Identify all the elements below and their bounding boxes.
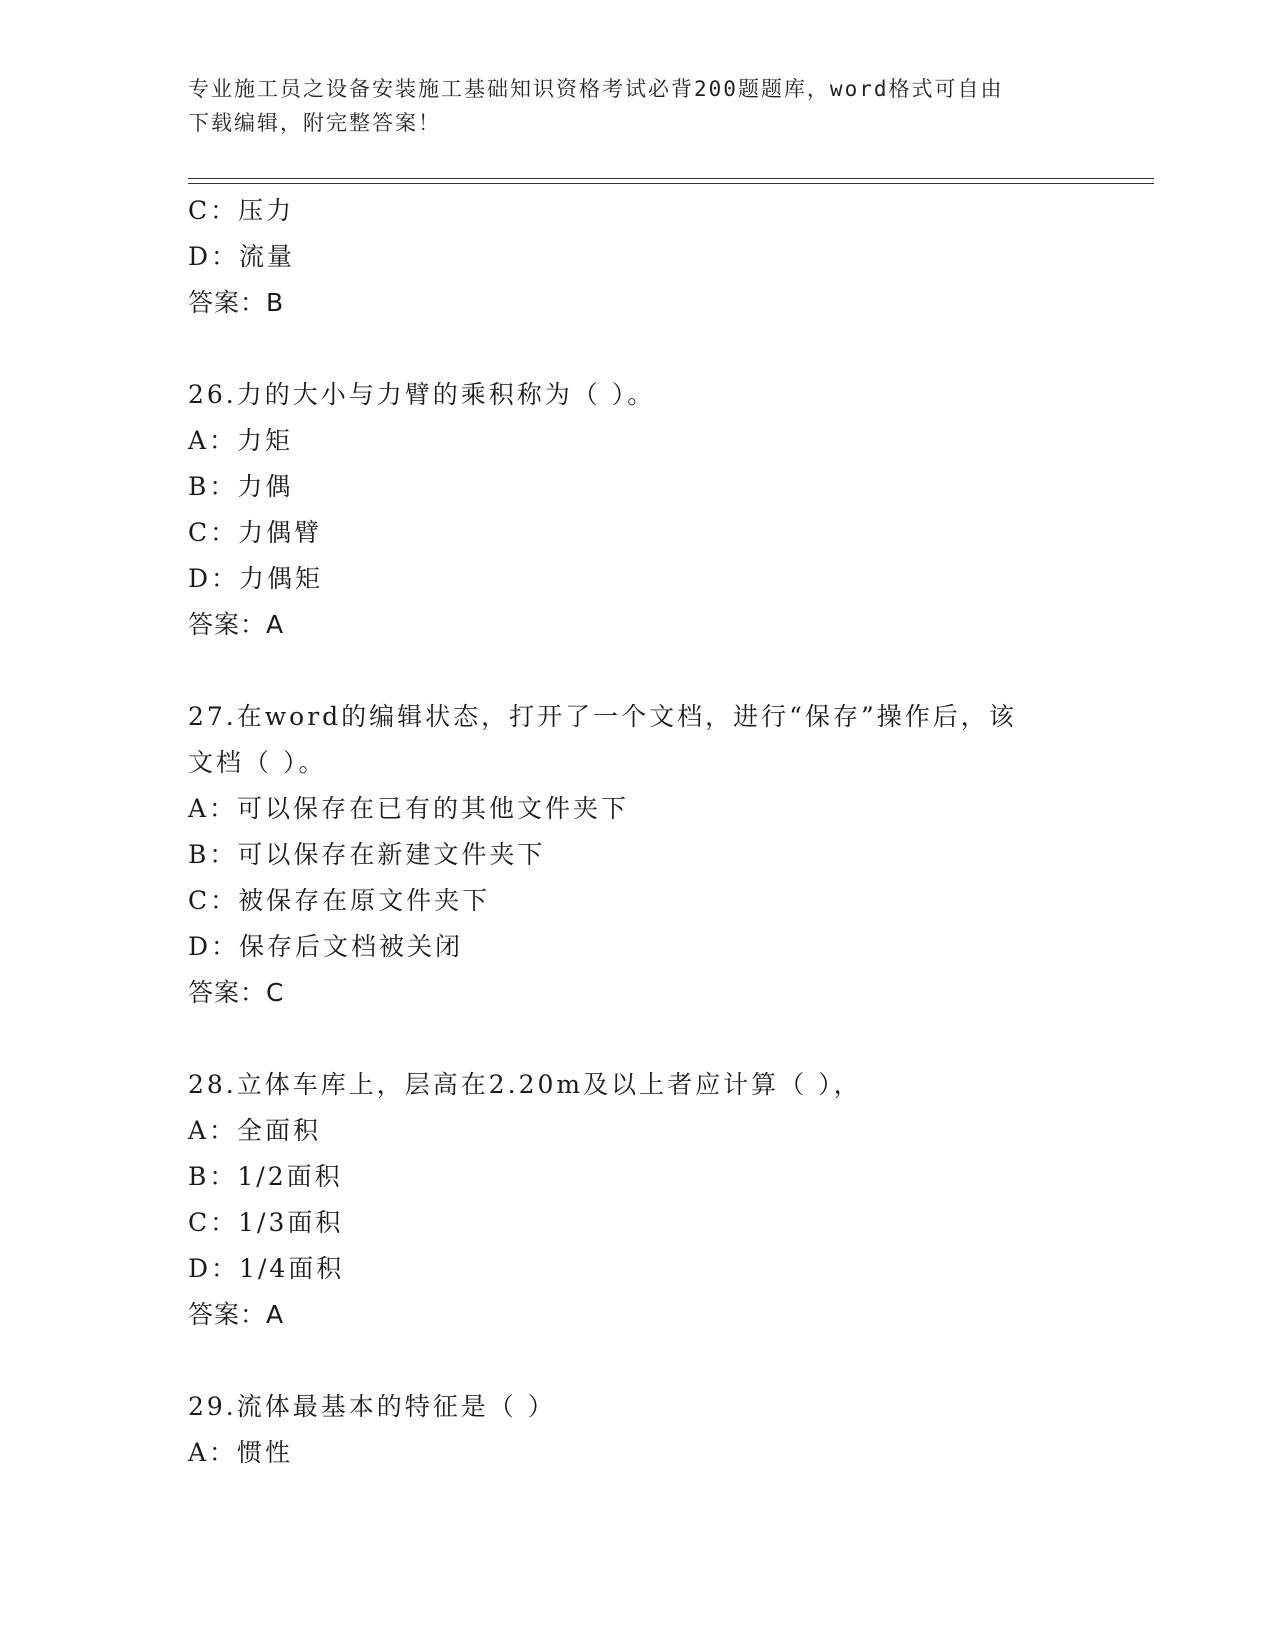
option-d: D：保存后文档被关闭 xyxy=(188,932,464,961)
spacer xyxy=(188,1338,1108,1384)
option-d: D：力偶矩 xyxy=(188,564,324,593)
option-c: C：力偶臂 xyxy=(188,518,323,547)
option-c: C：被保存在原文件夹下 xyxy=(188,886,491,915)
header-line-2: 下载编辑，附完整答案！ xyxy=(188,111,441,135)
option-b: B：力偶 xyxy=(188,472,294,501)
spacer xyxy=(188,326,1108,372)
spacer xyxy=(188,648,1108,694)
question-29 xyxy=(188,1384,1108,1476)
question-27 xyxy=(188,694,1108,1016)
header-line-1: 专业施工员之设备安装施工基础知识资格考试必背200题题库，word格式可自由 xyxy=(188,77,1004,101)
answer-line: 答案：C xyxy=(188,978,285,1007)
option-c: C：1/3面积 xyxy=(188,1208,344,1237)
question-28 xyxy=(188,1062,1108,1338)
answer-line: 答案：A xyxy=(188,1300,285,1329)
question-stem-line-2: 文档（ ）。 xyxy=(188,748,327,777)
option-a: A：力矩 xyxy=(188,426,294,455)
option-b: B：可以保存在新建文件夹下 xyxy=(188,840,546,869)
question-stem: 28.立体车库上，层高在2.20m及以上者应计算（ ）， xyxy=(188,1070,862,1099)
question-stem: 29.流体最基本的特征是（ ） xyxy=(188,1392,556,1421)
option-d: D：流量 xyxy=(188,242,296,271)
answer-line: 答案：B xyxy=(188,288,285,317)
option-d: D：1/4面积 xyxy=(188,1254,345,1283)
document-header xyxy=(188,72,1088,140)
question-25-tail xyxy=(188,188,1108,326)
spacer xyxy=(188,1016,1108,1062)
option-a: A：全面积 xyxy=(188,1116,322,1145)
option-a: A：可以保存在已有的其他文件夹下 xyxy=(188,794,630,823)
option-a: A：惯性 xyxy=(188,1438,294,1467)
question-stem-line-1: 27.在word的编辑状态，打开了一个文档，进行“保存”操作后，该 xyxy=(188,702,1017,731)
question-stem: 26.力的大小与力臂的乘积称为（ ）。 xyxy=(188,380,656,409)
option-b: B：1/2面积 xyxy=(188,1162,343,1191)
option-c: C：压力 xyxy=(188,196,295,225)
header-divider-top xyxy=(188,178,1154,179)
header-divider-bottom xyxy=(188,183,1154,184)
answer-line: 答案：A xyxy=(188,610,285,639)
question-list xyxy=(188,188,1108,1476)
question-26 xyxy=(188,372,1108,648)
